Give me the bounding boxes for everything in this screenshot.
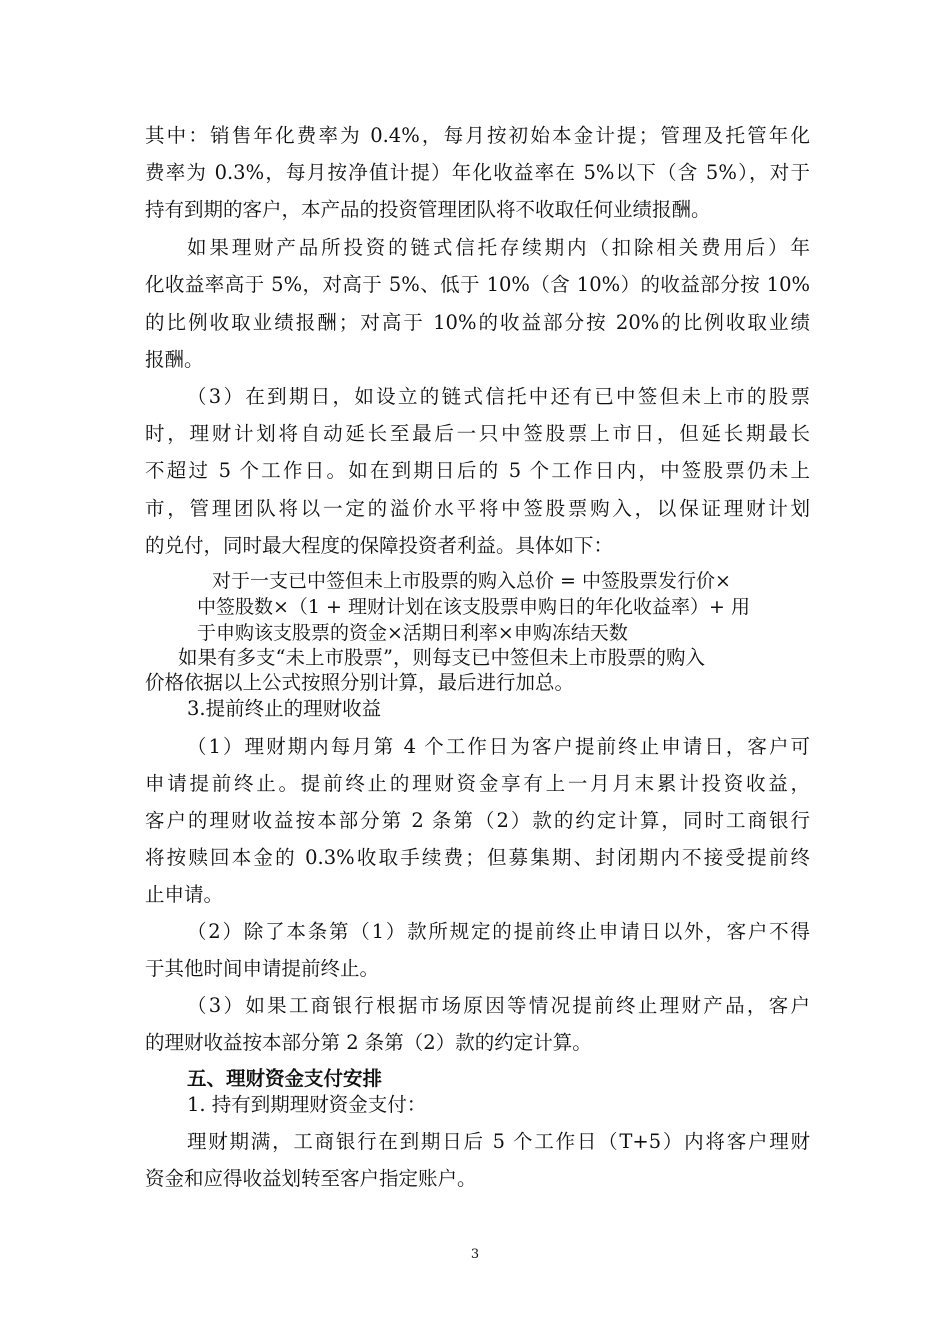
paragraph-line: 于其他时间申请提前终止。 [145, 957, 380, 980]
paragraph-line: 将按赎回本金的 0.3%收取手续费；但募集期、封闭期内不接受提前终 [145, 846, 810, 869]
paragraph-line: 化收益率高于 5%，对高于 5%、低于 10%（含 10%）的收益部分按 10% [145, 273, 810, 296]
paragraph-line: （1）理财期内每月第 4 个工作日为客户提前终止申请日，客户可 [187, 735, 810, 758]
paragraph-line: 如果理财产品所投资的链式信托存续期内（扣除相关费用后）年 [187, 236, 810, 259]
paragraph-line: （3）如果工商银行根据市场原因等情况提前终止理财产品，客户 [187, 994, 810, 1017]
paragraph-line: （2）除了本条第（1）款所规定的提前终止申请日以外，客户不得 [187, 920, 810, 943]
paragraph-line: 时，理财计划将自动延长至最后一只中签股票上市日，但延长期最长 [145, 422, 810, 445]
paragraph-line: 其中：销售年化费率为 0.4%，每月按初始本金计提；管理及托管年化 [145, 124, 810, 147]
section-heading: 3.提前终止的理财收益 [187, 697, 382, 720]
formula-line: 于申购该支股票的资金×活期日利率×申购冻结天数 [197, 622, 628, 644]
formula-line: 对于一支已中签但未上市股票的购入总价 = 中签股票发行价× [212, 570, 731, 592]
formula-line: 中签股数×（1 + 理财计划在该支股票申购日的年化收益率）+ 用 [197, 596, 750, 618]
paragraph-line: 的比例收取业绩报酬；对高于 10%的收益部分按 20%的比例收取业绩 [145, 311, 810, 334]
paragraph-line: 资金和应得收益划转至客户指定账户。 [145, 1167, 477, 1190]
paragraph-line: 市，管理团队将以一定的溢价水平将中签股票购入，以保证理财计划 [145, 497, 810, 520]
paragraph-line: 客户的理财收益按本部分第 2 条第（2）款的约定计算，同时工商银行 [145, 809, 810, 832]
paragraph-line: 止申请。 [145, 883, 224, 906]
paragraph-line: （3）在到期日，如设立的链式信托中还有已中签但未上市的股票 [187, 385, 810, 408]
chapter-heading: 五、理财资金支付安排 [187, 1067, 383, 1090]
subsection-heading: 1. 持有到期理财资金支付： [187, 1093, 427, 1116]
paragraph-line: 持有到期的客户，本产品的投资管理团队将不收取任何业绩报酬。 [145, 198, 711, 221]
paragraph-line: 申请提前终止。提前终止的理财资金享有上一月月末累计投资收益， [145, 772, 810, 795]
paragraph-line: 的理财收益按本部分第 2 条第（2）款的约定计算。 [145, 1031, 592, 1054]
paragraph-line: 报酬。 [145, 348, 204, 371]
page-number: 3 [470, 1247, 480, 1262]
paragraph-line: 费率为 0.3%，每月按净值计提）年化收益率在 5%以下（含 5%），对于 [145, 161, 810, 184]
paragraph-line: 理财期满，工商银行在到期日后 5 个工作日（T+5）内将客户理财 [187, 1130, 810, 1153]
paragraph-line: 不超过 5 个工作日。如在到期日后的 5 个工作日内，中签股票仍未上 [145, 459, 810, 482]
paragraph-line: 如果有多支“未上市股票”，则每支已中签但未上市股票的购入 [178, 646, 705, 669]
paragraph-line: 的兑付，同时最大程度的保障投资者利益。具体如下： [145, 534, 614, 557]
paragraph-line: 价格依据以上公式按照分别计算，最后进行加总。 [145, 671, 575, 694]
